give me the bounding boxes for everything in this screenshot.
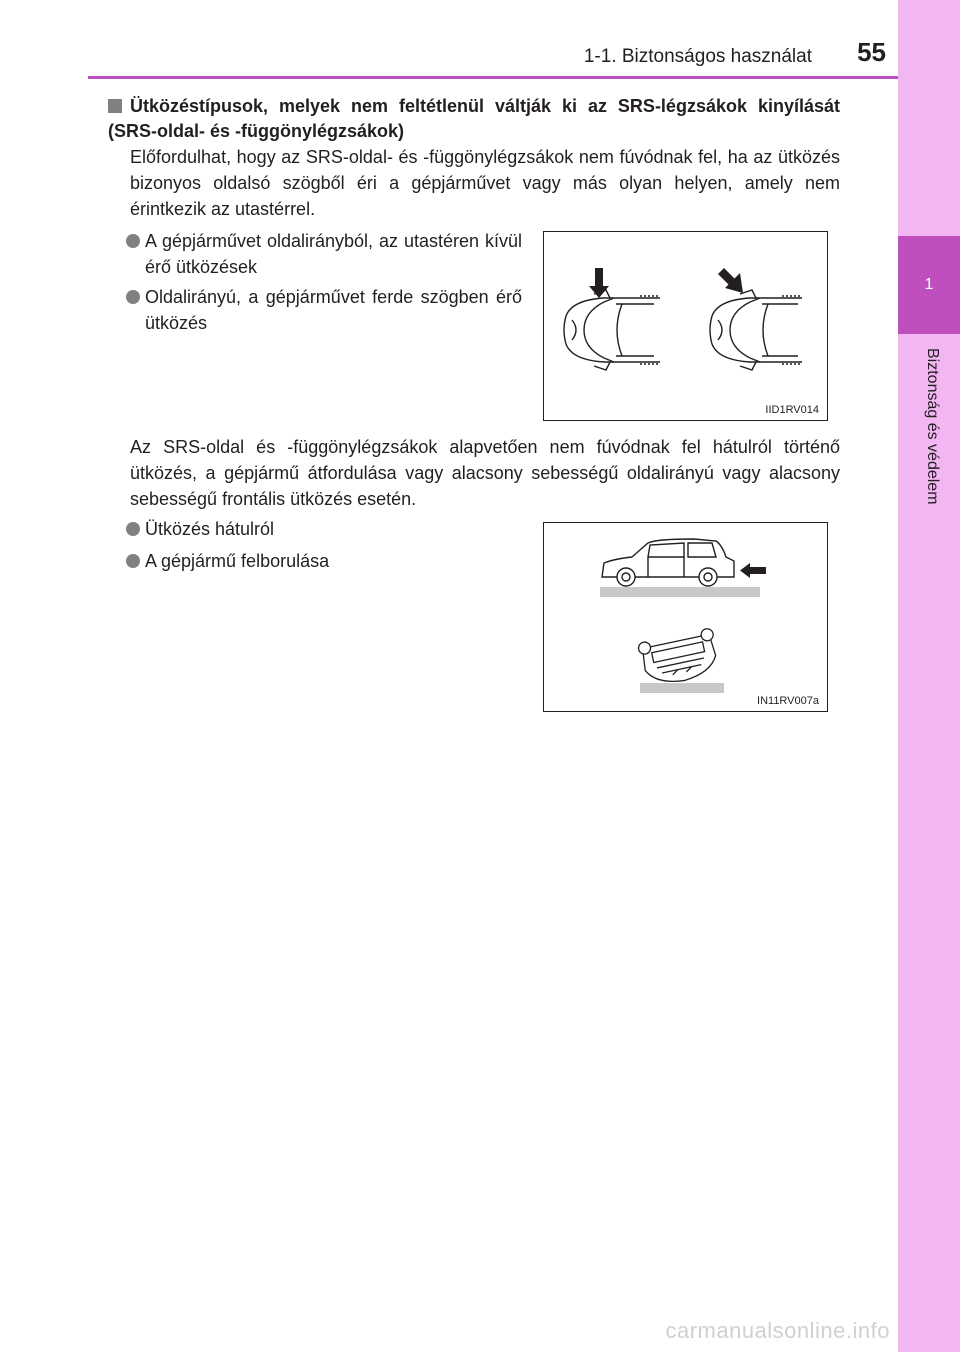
impact-arrow-left-icon <box>740 563 766 578</box>
header-rule <box>88 76 898 79</box>
section-heading-text: Ütközéstípusok, melyek nem feltétlenül váltják ki az SRS-légzsákok kinyílását (SRS-oldal- és -függönylégzsákok) <box>108 96 840 141</box>
list-item-text: Ütközés hátulról <box>145 519 275 539</box>
figure-side-impact <box>543 231 828 421</box>
list-item <box>126 228 522 280</box>
chapter-number: 1 <box>924 276 934 293</box>
bullet-dot-icon <box>126 522 140 536</box>
rollover-car-icon <box>637 628 721 689</box>
bullet-dot-icon <box>126 290 140 304</box>
figure-code: IN11RV007a <box>757 695 819 707</box>
watermark: carmanualsonline.info <box>665 1318 890 1343</box>
road-surface <box>600 587 760 597</box>
chapter-tab <box>898 236 960 334</box>
rear-impact-rollover-illustration <box>544 523 827 711</box>
intro-paragraph: Előfordulhat, hogy az SRS-oldal- és -függönylégzsákok nem fúvódnak fel, ha az ütközés bizonyos oldalsó szögből éri a gépjárművet vagy más olyan helyen, amely nem érintkezik az utastérrel. <box>130 147 840 219</box>
header-title: 1-1. Biztonságos használat <box>583 46 812 67</box>
list-item-text: A gépjármű felborulása <box>145 551 330 571</box>
section-title-vertical: Biztonság és védelem <box>924 348 941 505</box>
section-heading <box>108 94 840 144</box>
road-surface <box>640 683 724 693</box>
figure-code: IID1RV014 <box>765 404 819 416</box>
car-side-view-icon <box>602 539 734 586</box>
paragraph-2: Az SRS-oldal és -függönylégzsákok alapvetően nem fúvódnak fel hátulról történő ütközés, a gépjármű átfordulása vagy alacsony sebességű oldalirányú vagy alacsony sebességű frontális ütközés esetén. <box>130 437 840 509</box>
list-item-text: Oldalirányú, a gépjárművet ferde szögben érő ütközés <box>145 287 522 333</box>
bullet-dot-icon <box>126 554 140 568</box>
list-item <box>126 548 522 574</box>
car-top-view-icon <box>564 290 660 370</box>
impact-arrow-diagonal-icon <box>718 268 743 293</box>
car-top-view-icon <box>710 290 802 370</box>
figure-rear-impact-rollover <box>543 522 828 712</box>
impact-arrow-down-icon <box>589 268 609 298</box>
list-item-text: A gépjárművet oldalirányból, az utastéren kívül érő ütközések <box>145 231 522 277</box>
side-impact-illustration <box>544 232 827 420</box>
chapter-sidebar <box>898 0 960 1352</box>
list-item <box>126 284 522 336</box>
bullet-dot-icon <box>126 234 140 248</box>
list-item <box>126 516 522 542</box>
page-number: 55 <box>857 37 886 67</box>
